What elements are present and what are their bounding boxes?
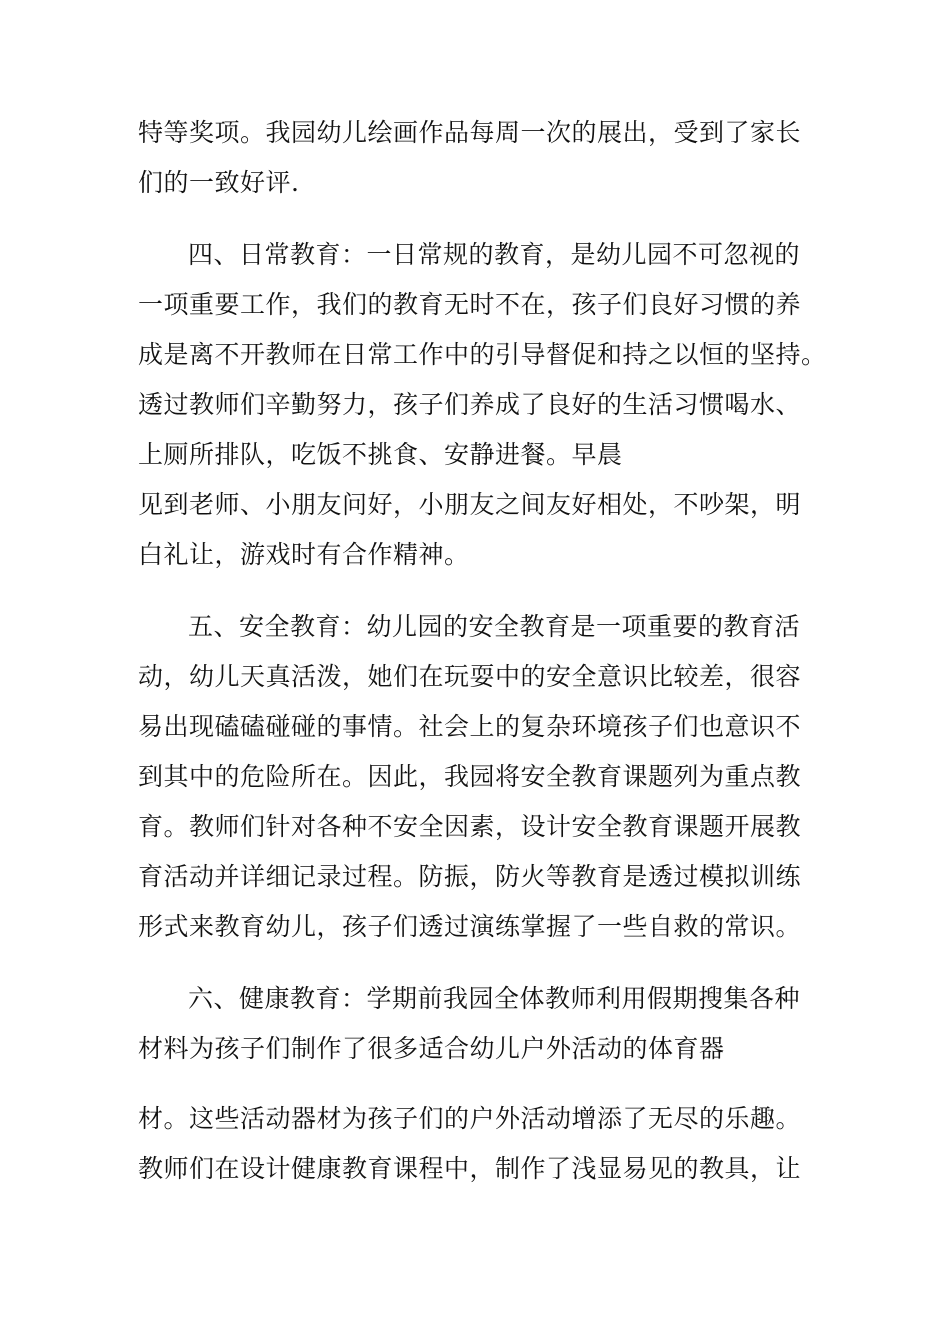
text-line: 育活动并详细记录过程。防振，防火等教育是透过模拟训练 bbox=[138, 862, 802, 891]
text-line: 白礼让，游戏时有合作精神。 bbox=[138, 540, 470, 569]
text-line: 一项重要工作，我们的教育无时不在，孩子们良好习惯的养 bbox=[138, 290, 802, 319]
section-5-heading-line: 五、安全教育：幼儿园的安全教育是一项重要的教育活 bbox=[188, 612, 801, 641]
text-line: 成是离不开教师在日常工作中的引导督促和持之以恒的坚持。 bbox=[138, 340, 827, 369]
text-line: 易出现磕磕碰碰的事情。社会上的复杂环境孩子们也意识不 bbox=[138, 712, 802, 741]
text-line: 动，幼儿天真活泼，她们在玩耍中的安全意识比较差，很容 bbox=[138, 662, 802, 691]
section-4-heading-line: 四、日常教育：一日常规的教育，是幼儿园不可忽视的 bbox=[188, 240, 801, 269]
text-line: 形式来教育幼儿，孩子们透过演练掌握了一些自救的常识。 bbox=[138, 912, 802, 941]
text-line: 育。教师们针对各种不安全因素，设计安全教育课题开展教 bbox=[138, 812, 802, 841]
text-line: 材。这些活动器材为孩子们的户外活动增添了无尽的乐趣。 bbox=[138, 1104, 802, 1133]
text-line: 见到老师、小朋友问好，小朋友之间友好相处，不吵架，明 bbox=[138, 490, 802, 519]
text-line: 特等奖项。我园幼儿绘画作品每周一次的展出，受到了家长 bbox=[138, 118, 802, 147]
text-line: 们的一致好评. bbox=[138, 168, 300, 197]
text-line: 材料为孩子们制作了很多适合幼儿户外活动的体育器 bbox=[138, 1034, 725, 1063]
text-line: 到其中的危险所在。因此，我园将安全教育课题列为重点教 bbox=[138, 762, 802, 791]
text-line: 透过教师们辛勤努力，孩子们养成了良好的生活习惯喝水、 bbox=[138, 390, 802, 419]
text-line: 教师们在设计健康教育课程中，制作了浅显易见的教具，让 bbox=[138, 1154, 802, 1183]
text-line: 上厕所排队，吃饭不挑食、安静进餐。早晨 bbox=[138, 440, 623, 469]
section-6-heading-line: 六、健康教育：学期前我园全体教师利用假期搜集各种 bbox=[188, 984, 801, 1013]
